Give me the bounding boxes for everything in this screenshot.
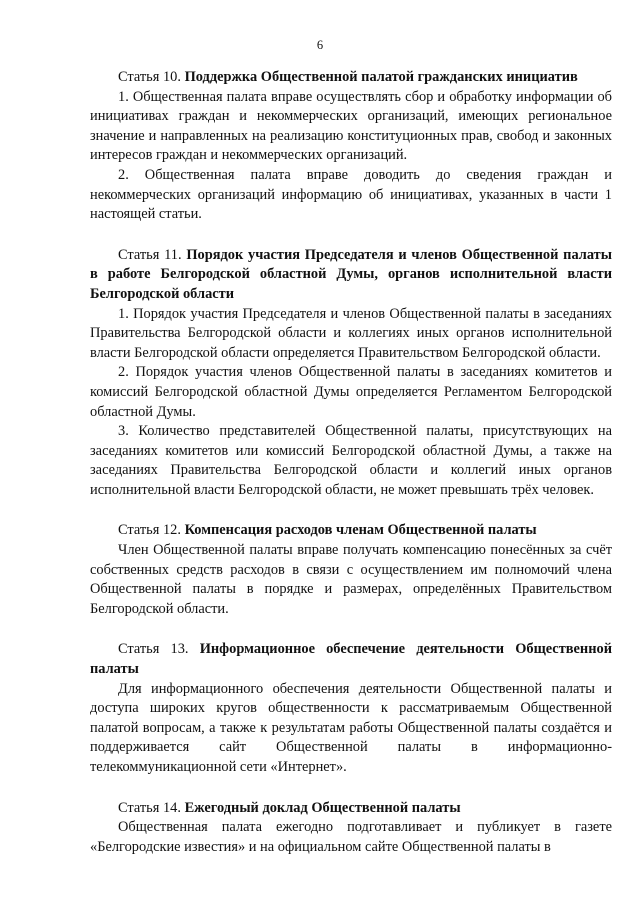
article-label: Статья 13. [118, 641, 189, 658]
article-title: Компенсация расходов членам Общественной палаты [184, 522, 537, 539]
article-14 [90, 799, 612, 858]
article-11 [90, 246, 612, 501]
paragraph: 3. Количество представителей Общественной палаты, присутствующих на заседаниях комитетов или комиссий Белгородской областной Думы, а также на заседаниях Правительства Белгородской области и коллегий иных органов исполнительной власти Белгородской области, не может превышать трёх человек. [90, 423, 612, 498]
article-label: Статья 12. [118, 522, 181, 539]
article-label: Статья 10. [118, 69, 181, 85]
article-label: Статья 14. [118, 799, 181, 816]
article-10 [90, 68, 612, 225]
article-heading [90, 246, 612, 305]
article-label: Статья 11. [118, 246, 182, 263]
article-heading [90, 521, 612, 541]
page-number: 6 [316, 38, 324, 52]
document-body [90, 68, 612, 878]
paragraph: 1. Порядок участия Председателя и членов Общественной палаты в заседаниях Правительства Белгородской области и коллегиях иных органов исполнительной власти Белгородской области определяется Правительством Белгородской области. [90, 305, 612, 361]
article-title: Порядок участия Председателя и членов Общественной палаты в работе Белгородской областной Думы, органов исполнительной власти Белгородской области [90, 246, 612, 302]
article-title: Информационное обеспечение деятельности Общественной палаты [90, 641, 612, 678]
paragraph: Для информационного обеспечения деятельности Общественной палаты и доступа широких кругов общественности к рассматриваемым Общественной палатой вопросам, а также к результатам работы Общественной палаты создаётся и поддерживается сайт Общественной палаты в информационно-телекоммуникационной сети «Интернет». [90, 680, 612, 775]
article-title: Поддержка Общественной палатой гражданских инициатив [184, 69, 578, 85]
article-heading [90, 68, 612, 88]
paragraph: Член Общественной палаты вправе получать компенсацию понесённых за счёт собственных средств расходов в связи с осуществлением им полномочий члена Общественной палаты в порядке и размерах, определённых Правительством Белгородской области. [90, 542, 612, 617]
article-12 [90, 521, 612, 619]
paragraph: Общественная палата ежегодно подготавливает и публикует в газете «Белгородские известия» и на официальном сайте Общественной палаты в [90, 819, 612, 855]
paragraph: 1. Общественная палата вправе осуществлять сбор и обработку информации об инициативах граждан и некоммерческих организаций, имеющих региональное значение и направленных на реализацию конституционных прав, свобод и законных интересов граждан и некоммерческих организаций. [90, 88, 612, 164]
article-13 [90, 640, 612, 777]
paragraph: 2. Порядок участия членов Общественной палаты в заседаниях комитетов и комиссий Белгородской областной Думы определяется Регламентом Белгородской областной Думы. [90, 364, 612, 420]
article-title: Ежегодный доклад Общественной палаты [184, 799, 461, 816]
article-heading [90, 640, 612, 679]
article-heading [90, 799, 612, 819]
paragraph: 2. Общественная палата вправе доводить до сведения граждан и некоммерческих организаций информацию об инициативах, указанных в части 1 настоящей статьи. [90, 166, 612, 223]
